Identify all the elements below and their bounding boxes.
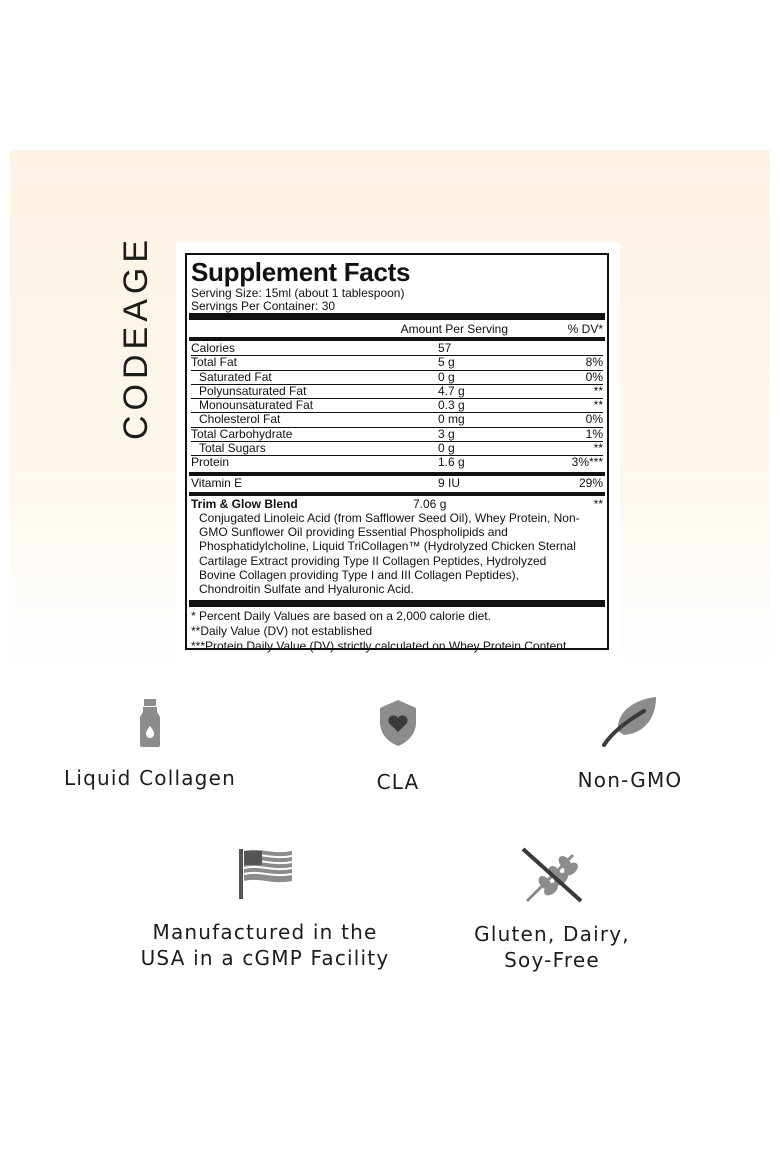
nutrient-name: Polyunsaturated Fat [199,383,307,398]
vitamin-amount: 9 IU [438,475,461,490]
footnote: **Daily Value (DV) not established [191,624,373,639]
feature-label: CLA [376,770,420,794]
nutrient-amount: 5 g [438,355,455,370]
nutrient-row [191,442,603,456]
nutrient-name: Saturated Fat [199,369,272,384]
divider-thick [189,600,605,607]
amount-per-serving-header: Amount Per Serving [400,322,508,336]
feature-non-gmo [530,693,730,793]
us-flag-icon [235,845,295,901]
nutrient-amount: 0 g [438,441,455,456]
nutrient-amount: 4.7 g [438,383,465,398]
brand-logo: CODEAGE [117,234,155,440]
nutrient-dv: 0% [585,369,603,384]
bottle-icon [130,695,170,751]
feature-label-line1: Manufactured in the [152,920,378,944]
nutrient-name: Protein [191,455,230,470]
nutrient-dv: 0% [585,412,603,427]
nutrient-name: Total Fat [191,355,238,370]
nutrient-dv: 1% [585,426,603,441]
nutrient-amount: 0 mg [438,412,465,427]
feature-label-line2: USA in a cGMP Facility [140,946,390,970]
nutrient-row [191,428,603,442]
heart-shield-icon [374,697,422,749]
nutrient-row [191,371,603,385]
blend-name: Trim & Glow Blend [191,496,298,511]
leaf-icon [598,693,662,749]
divider-medium [189,337,605,341]
servings-per-container: Servings Per Container: 30 [191,298,336,313]
feature-label: Non-GMO [577,768,683,792]
feature-made-in-usa [115,845,415,971]
blend-ingredients: Conjugated Linoleic Acid (from Safflower Seed Oil), Whey Protein, Non-GMO Sunflower Oil providing Essential Phospholipids and Phosphatidylcholine, Liquid TriCollagen™ (Hydrolyzed Chicken Sternal Cartilage Extract providing Type II Collagen Peptides, Hydrolyzed Bovine Collagen providing Type I and III Collagen Peptides), Chondroitin Sulfate and Hyaluronic Acid. [199,510,580,596]
nutrient-dv [508,342,603,355]
nutrient-dv: ** [593,398,603,413]
footnote: ***Protein Daily Value (DV) strictly calculated on Whey Protein Content. [191,639,570,654]
serving-size: Serving Size: 15ml (about 1 tablespoon) [191,286,405,300]
nutrient-name: Calories [191,341,236,355]
feature-cla [298,697,498,795]
nutrient-row [191,342,603,356]
blend-dv: ** [593,496,603,511]
facts-header-row [191,322,603,336]
vitamin-row [191,477,603,491]
nutrient-amount: 1.6 g [438,455,465,470]
nutrient-amount: 0.3 g [438,398,465,413]
nutrient-row [191,399,603,413]
feature-allergen-free [452,845,652,973]
nutrient-dv: ** [593,383,603,398]
vitamin-dv: 29% [578,475,603,490]
no-wheat-icon [517,845,587,903]
nutrient-row [191,385,603,399]
divider-thick [189,313,605,320]
vitamin-name: Vitamin E [191,475,243,490]
facts-title: Supplement Facts [191,257,411,287]
feature-label-line2: Soy-Free [504,948,600,972]
nutrient-row [191,456,603,470]
divider-medium [189,492,605,496]
nutrient-dv: ** [593,441,603,456]
nutrient-row [191,413,603,427]
nutrient-dv: 3%*** [571,455,603,470]
nutrient-row [191,356,603,370]
nutrient-amount: 0 g [438,369,455,384]
divider-medium [189,472,605,476]
nutrient-name: Monounsaturated Fat [199,398,314,413]
nutrient-name: Total Carbohydrate [191,426,293,441]
dv-header: % DV* [567,322,603,336]
nutrient-name: Cholesterol Fat [199,412,281,427]
nutrient-name: Total Sugars [199,441,266,456]
footnote: * Percent Daily Values are based on a 2,000 calorie diet. [191,609,491,624]
feature-label-line1: Gluten, Dairy, [474,922,630,946]
feature-label: Liquid Collagen [64,766,236,790]
nutrient-amount: 3 g [438,426,455,441]
blend-amount: 7.06 g [413,496,447,511]
blend-row [191,497,603,511]
feature-liquid-collagen [50,695,250,791]
nutrient-amount: 57 [438,341,452,355]
nutrient-dv: 8% [585,355,603,370]
supplement-facts-panel [185,253,609,654]
